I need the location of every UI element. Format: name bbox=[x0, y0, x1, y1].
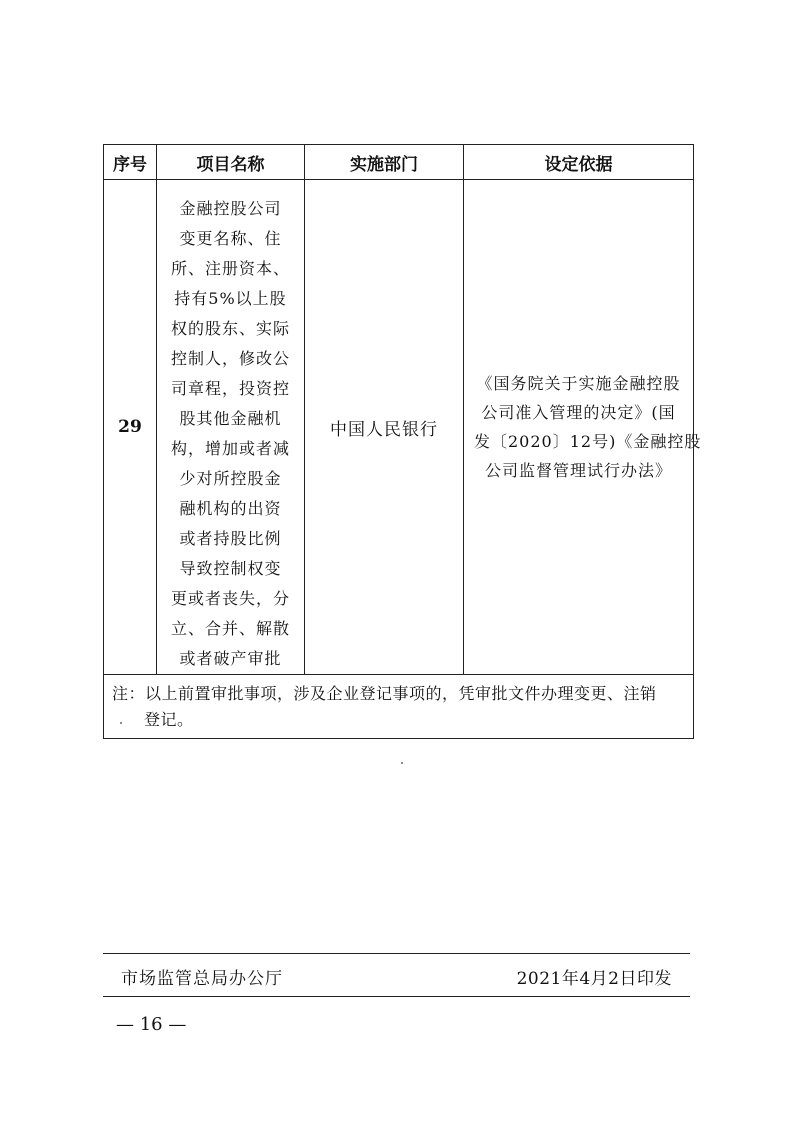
row-number: 29 bbox=[104, 180, 157, 675]
table-header-row bbox=[104, 145, 694, 180]
header-basis: 设定依据 bbox=[464, 145, 694, 180]
item-name-line: 构，增加或者减 bbox=[170, 439, 290, 458]
note-line-2: 登记。 bbox=[144, 710, 194, 729]
scan-speck bbox=[401, 762, 403, 764]
header-department: 实施部门 bbox=[305, 145, 464, 180]
footer-issuer: 市场监管总局办公厅 bbox=[121, 969, 283, 989]
basis-line: 公司准入管理的决定》(国 bbox=[481, 403, 676, 422]
item-name-line: 融机构的出资 bbox=[179, 499, 282, 518]
row-item-name bbox=[157, 180, 305, 675]
table-row bbox=[104, 180, 694, 675]
item-name-line: 少对所控股金 bbox=[179, 469, 282, 488]
item-name-line: 控制人，修改公 bbox=[170, 349, 290, 368]
item-name-line: 立、合并、解散 bbox=[170, 619, 290, 638]
item-name-line: 变更名称、住 bbox=[179, 229, 282, 248]
basis-line: 公司监督管理试行办法》 bbox=[484, 461, 672, 480]
item-name-line: 权的股东、实际 bbox=[170, 319, 290, 338]
footer-top-rule bbox=[103, 953, 690, 954]
item-name-line: 更或者丧失，分 bbox=[170, 589, 290, 608]
note-line-1: 注：以上前置审批事项，涉及企业登记事项的，凭审批文件办理变更、注销 bbox=[112, 684, 657, 703]
header-item-name: 项目名称 bbox=[157, 145, 305, 180]
page-number: — 16 — bbox=[116, 1014, 187, 1035]
item-name-line: 司章程，投资控 bbox=[170, 379, 290, 398]
row-department: 中国人民银行 bbox=[305, 180, 464, 675]
item-name-line: 股其他金融机 bbox=[179, 409, 282, 428]
basis-line: 发〔2020〕12号)《金融控股 bbox=[474, 432, 702, 451]
header-serial: 序号 bbox=[104, 145, 157, 180]
item-name-line: 或者持股比例 bbox=[179, 529, 282, 548]
item-name-line: 导致控制权变 bbox=[179, 559, 282, 578]
item-name-line: 金融控股公司 bbox=[179, 199, 282, 218]
item-name-line: 所、注册资本、 bbox=[170, 259, 290, 278]
note-row bbox=[104, 675, 694, 739]
basis-line: 《国务院关于实施金融控股 bbox=[476, 374, 681, 393]
scan-speck bbox=[120, 722, 122, 724]
table-note bbox=[104, 675, 694, 739]
approval-table bbox=[103, 144, 702, 739]
footer-bottom-rule bbox=[103, 996, 690, 997]
item-name-line: 持有5%以上股 bbox=[174, 289, 287, 308]
footer-date: 2021年4月2日印发 bbox=[516, 969, 672, 989]
item-name-line: 或者破产审批 bbox=[179, 649, 282, 668]
row-basis bbox=[464, 180, 702, 675]
